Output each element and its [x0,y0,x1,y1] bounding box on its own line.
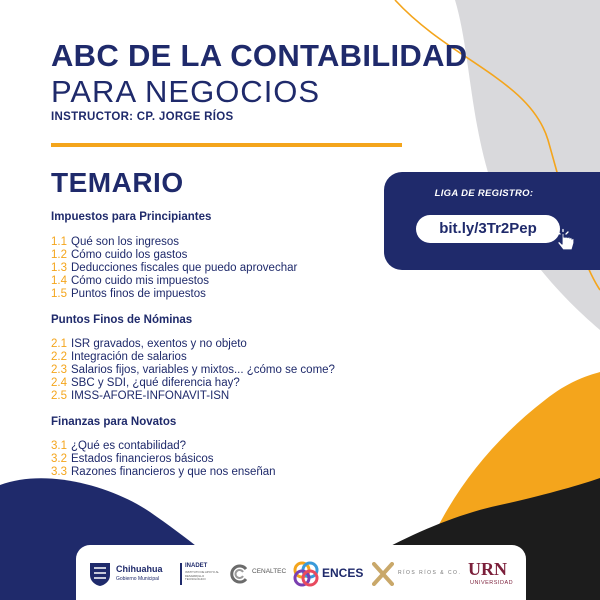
item-number: 1.5 [51,288,67,300]
item-number: 3.2 [51,453,67,465]
registration-link-button[interactable]: bit.ly/3Tr2Pep [416,215,560,243]
rios-x-icon [372,562,394,586]
item-text: Deducciones fiscales que puedo aprovechar [71,262,298,274]
section-title-impuestos: Impuestos para Principiantes [51,211,212,223]
item-text: ¿Qué es contabilidad? [71,440,187,452]
list-item [51,275,297,288]
inadet-logo-name: INADET [185,563,208,569]
item-text: Razones financieros y que nos enseñan [71,466,276,478]
inadet-logo [180,558,230,590]
item-number: 1.2 [51,249,67,261]
inadet-logo-sub: INSTITUTO DE APOYO AL DESARROLLO TECNOLÓGICO [185,570,219,582]
chihuahua-shield-icon [88,561,112,587]
item-number: 3.3 [51,466,67,478]
rios-rios-logo-name: RÍOS RÍOS & CO. [398,570,462,576]
ences-logo-name: ENCES [322,566,364,580]
inadet-logo-mark [180,563,182,585]
list-item [51,453,276,466]
item-text: Integración de salarios [71,351,187,363]
item-text: Qué son los ingresos [71,236,180,248]
registration-label: LIGA DE REGISTRO: [434,188,534,199]
list-item [51,351,335,364]
item-number: 3.1 [51,440,67,452]
cenaltec-swirl-icon [230,564,250,584]
cenaltec-logo [230,558,286,590]
list-item [51,236,297,249]
urn-logo-name: URN [468,559,507,579]
urn-logo [466,558,514,590]
section-list-nominas [51,338,335,403]
list-item [51,377,335,390]
list-item [51,338,335,351]
item-number: 1.1 [51,236,67,248]
item-text: Salarios fijos, variables y mixtos... ¿cómo se come? [71,364,335,376]
list-item [51,390,335,403]
urn-logo-sub: UNIVERSIDAD [470,580,514,586]
item-text: IMSS-AFORE-INFONAVIT-ISN [71,390,230,402]
list-item [51,440,276,453]
list-item [51,262,297,275]
title-divider [51,143,402,147]
list-item [51,466,276,479]
title-line-1: ABC DE LA CONTABILIDAD [51,38,468,73]
title-line-2: PARA NEGOCIOS [51,74,321,109]
item-text: SBC y SDI, ¿qué diferencia hay? [71,377,240,389]
item-number: 2.5 [51,390,67,402]
section-list-impuestos [51,236,297,301]
chihuahua-logo-name: Chihuahua [116,564,163,574]
item-text: Puntos finos de impuestos [71,288,206,300]
section-list-finanzas [51,440,276,479]
item-text: Estados financieros básicos [71,453,214,465]
list-item [51,364,335,377]
item-number: 1.4 [51,275,67,287]
gray-arc-shape [455,0,600,330]
item-text: ISR gravados, exentos y no objeto [71,338,247,350]
instructor-label: INSTRUCTOR: CP. JORGE RÍOS [51,111,234,123]
rios-rios-logo [372,558,462,590]
section-title-finanzas: Finanzas para Novatos [51,416,177,428]
item-number: 2.1 [51,338,67,350]
hand-pointer-icon [554,228,580,254]
section-title-nominas: Puntos Finos de Nóminas [51,314,193,326]
list-item [51,288,297,301]
chihuahua-logo-sub: Gobierno Municipal [116,576,160,582]
item-text: Cómo cuido mis impuestos [71,275,210,287]
item-number: 2.3 [51,364,67,376]
ences-logo [292,558,364,590]
list-item [51,249,297,262]
cenaltec-logo-name: CENALTEC [252,568,287,575]
item-number: 1.3 [51,262,67,274]
temario-heading: TEMARIO [51,167,184,198]
item-number: 2.4 [51,377,67,389]
item-number: 2.2 [51,351,67,363]
item-text: Cómo cuido los gastos [71,249,188,261]
chihuahua-logo [88,558,168,590]
registration-card [384,172,600,270]
ences-rings-icon [292,561,320,587]
